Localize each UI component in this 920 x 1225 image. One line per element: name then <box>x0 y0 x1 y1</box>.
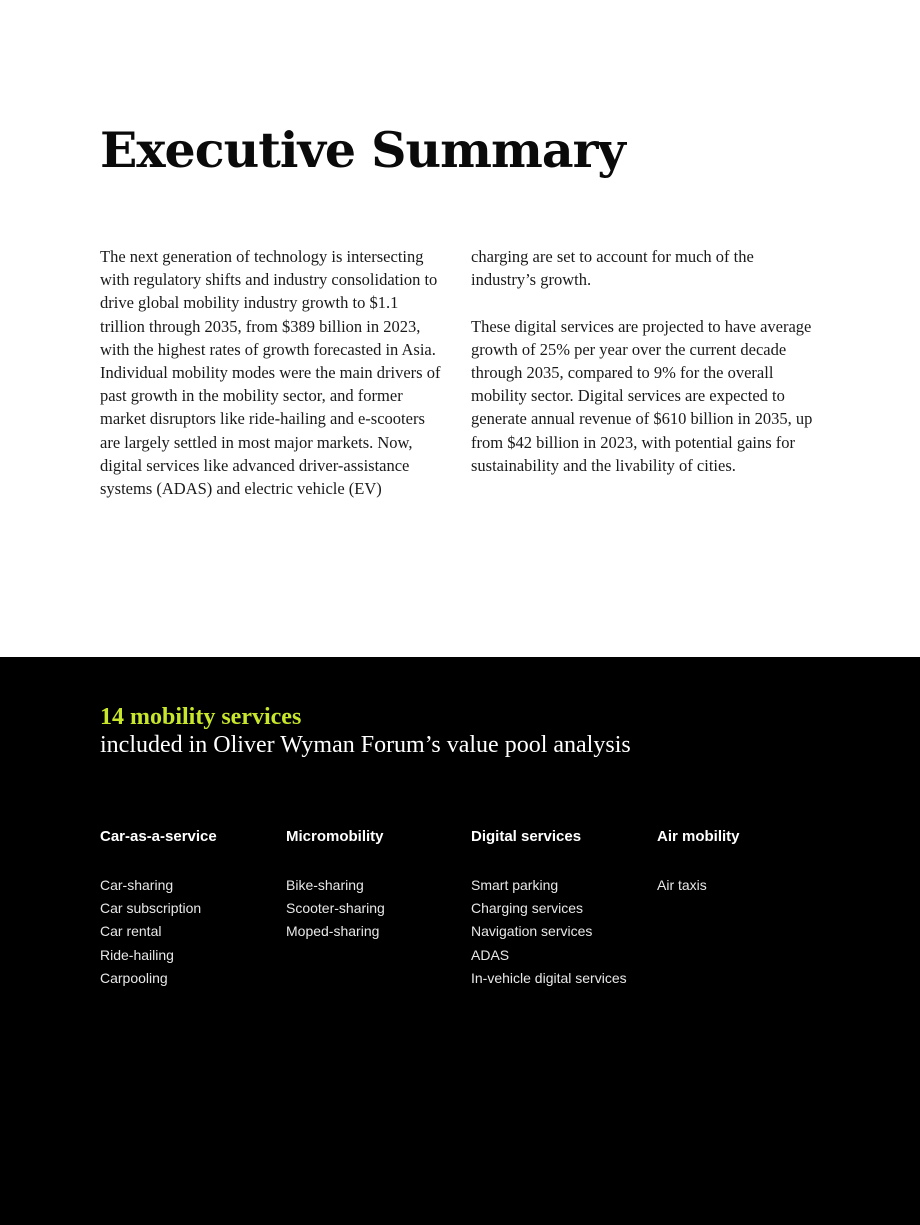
category-list <box>100 874 280 990</box>
list-item: ADAS <box>471 946 510 963</box>
category-air-mobility <box>657 827 837 897</box>
category-heading: Digital services <box>471 828 582 845</box>
category-heading: Car-as-a-service <box>100 828 217 845</box>
list-item: Car rental <box>100 923 162 940</box>
list-item: Navigation services <box>471 923 593 940</box>
list-item: Charging services <box>471 900 584 917</box>
category-car-as-a-service <box>100 827 280 990</box>
category-heading: Micromobility <box>286 828 384 845</box>
summary-paragraph-1: The next generation of technology is intersecting with regulatory shifts and industry consolidation to drive global mobility industry growth to $1.1 trillion through 2035, from $389 billion in 2023, with the highest rates of growth forecasted in Asia. Individual mobility modes were the main drivers of past growth in the mobility sector, and former market disruptors like ride-hailing and e-scooters are largely settled in most major markets. Now, digital services like advanced driver-assistance systems (ADAS) and electric vehicle (EV) <box>100 247 441 499</box>
summary-paragraph-2: These digital services are projected to have average growth of 25% per year over the current decade through 2035, compared to 9% for the overall mobility sector. Digital services are expected to generate annual revenue of $610 billion in 2035, up from $42 billion in 2023, with potential gains for sustainability and the livability of cities. <box>471 316 813 475</box>
category-list <box>286 874 466 944</box>
services-subtitle: included in Oliver Wyman Forum’s value pool analysis <box>100 732 631 758</box>
list-item: Bike-sharing <box>286 877 364 893</box>
list-item: In-vehicle digital services <box>471 969 627 986</box>
list-item: Air taxis <box>657 877 707 893</box>
category-heading: Air mobility <box>657 828 740 845</box>
category-digital-services <box>471 827 651 990</box>
list-item: Car-sharing <box>100 877 174 893</box>
mobility-services-panel <box>0 657 920 1225</box>
list-item: Scooter-sharing <box>286 900 385 917</box>
summary-column-right <box>471 245 817 477</box>
list-item: Ride-hailing <box>100 946 174 963</box>
page-title: Executive Summary <box>100 121 625 179</box>
list-item: Carpooling <box>100 969 168 986</box>
list-item: Moped-sharing <box>286 923 380 940</box>
summary-column-left <box>100 245 446 500</box>
category-list <box>471 874 651 990</box>
summary-paragraph-1-continued: charging are set to account for much of the industry’s growth. <box>471 247 754 290</box>
category-list <box>657 874 837 897</box>
category-micromobility <box>286 827 466 944</box>
list-item: Car subscription <box>100 900 202 917</box>
services-count-heading: 14 mobility services <box>100 704 302 730</box>
list-item: Smart parking <box>471 877 559 893</box>
